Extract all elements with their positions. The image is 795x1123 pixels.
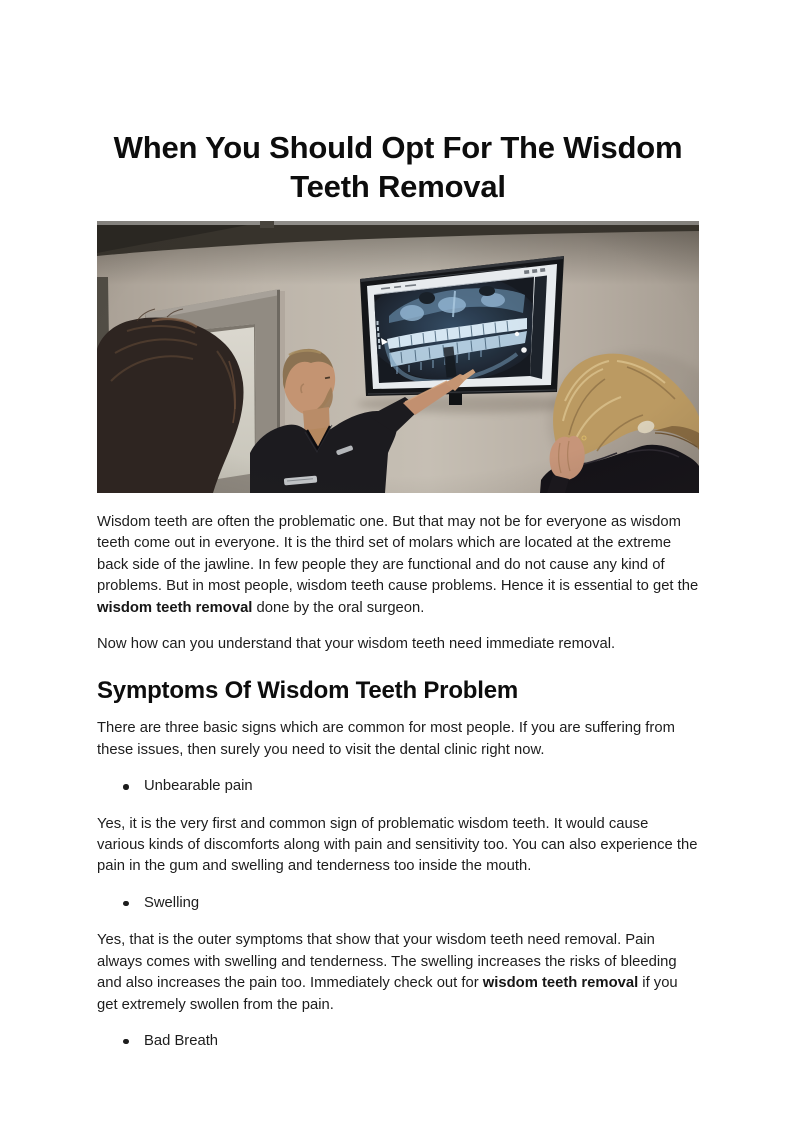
page-title-line-1: When You Should Opt For The Wisdom — [113, 130, 683, 165]
bullet-icon — [123, 901, 129, 907]
symptom-item-unbearable-pain — [97, 776, 699, 797]
symptom-description-swelling: Yes, that is the outer symptoms that show that your wisdom teeth need removal. Pain always comes with swelling and tenderness. The swelling increases the risks of bleeding and also increases the pain too. Immediately check out for wisdom teeth removal if you get extremely swollen from the pain. — [97, 932, 678, 1013]
symptom-label: Unbearable pain — [144, 778, 253, 795]
page-title — [97, 128, 699, 206]
intro-paragraph-2: Now how can you understand that your wisdom teeth need immediate removal. — [97, 636, 616, 653]
intro-paragraph-1: Wisdom teeth are often the problematic one. But that may not be for everyone as wisdom teeth come out in everyone. It is the third set of molars which are located at the extreme back side of the jawline. In few people they are functional and do not cause any kind of problems. But in most people, wisdom teeth cause problems. Hence it is essential to get the wisdom teeth removal done by the oral surgeon. — [97, 514, 699, 616]
bullet-icon — [123, 1039, 129, 1045]
symptom-label: Bad Breath — [144, 1032, 219, 1049]
bullet-icon — [123, 784, 129, 790]
page-title-line-2: Teeth Removal — [290, 169, 506, 204]
symptoms-section-heading: Symptoms Of Wisdom Teeth Problem — [97, 677, 518, 705]
symptom-description-unbearable-pain: Yes, it is the very first and common sign of problematic wisdom teeth. It would cause various kinds of discomforts along with pain and sensitivity too. You can also experience the pain in the gum and swelling and tenderness too inside the mouth. — [97, 815, 698, 875]
symptom-label: Swelling — [144, 894, 200, 911]
hero-image-dental-xray-consultation — [97, 221, 699, 493]
symptoms-intro-paragraph: There are three basic signs which are common for most people. If you are suffering from these issues, then surely you need to visit the dental clinic right now. — [97, 720, 675, 758]
symptom-item-swelling — [97, 893, 699, 914]
symptom-item-bad-breath — [97, 1031, 699, 1052]
photo-vignette — [97, 221, 699, 493]
dental-consultation-scene — [97, 221, 699, 493]
